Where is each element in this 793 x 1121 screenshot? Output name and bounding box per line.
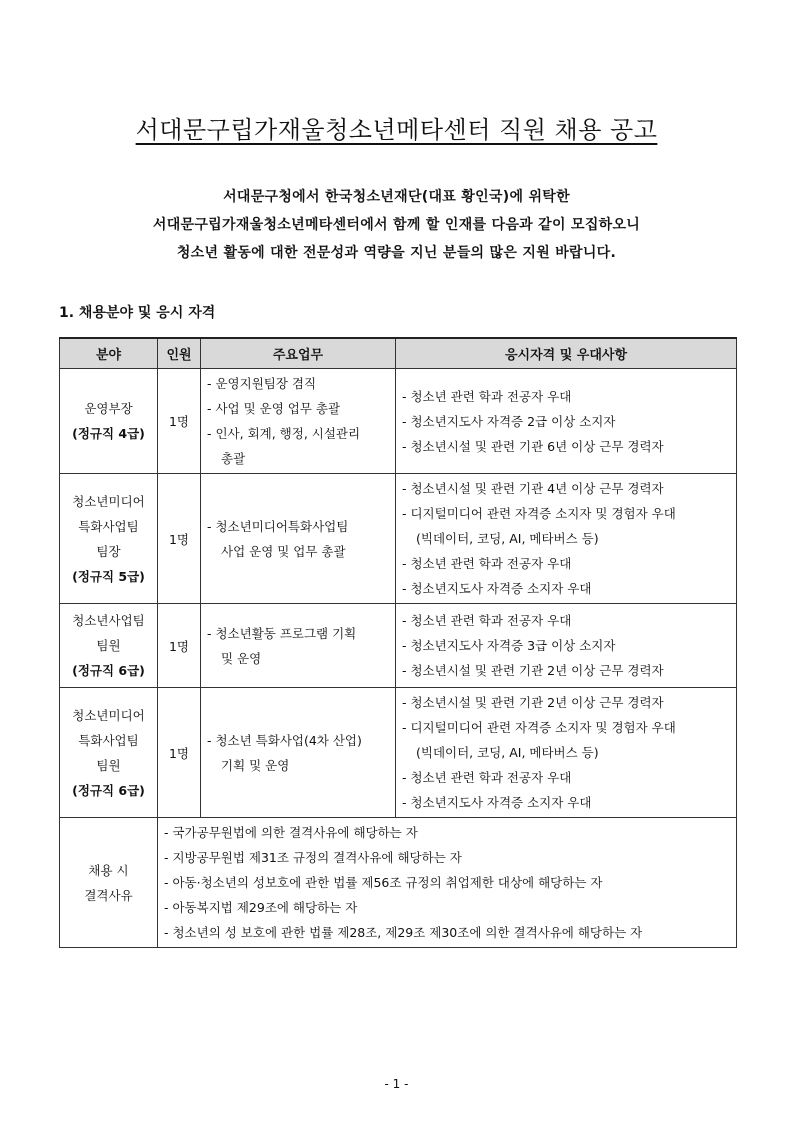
qual-item: - 청소년 관련 학과 전공자 우대 <box>402 770 572 785</box>
disqualification-list <box>158 818 737 948</box>
field-name: 팀원 <box>96 757 121 773</box>
duties-cell <box>201 369 396 474</box>
qual-item: - 청소년시설 및 관련 기관 6년 이상 근무 경력자 <box>402 438 664 454</box>
disqualification-row <box>60 818 737 948</box>
intro-paragraph <box>0 183 793 267</box>
disqualification-label-cell <box>60 818 158 948</box>
duty-item: - 인사, 회계, 행정, 시설관리 <box>207 426 361 441</box>
page-number: - 1 - <box>384 1077 409 1091</box>
intro-line: 서대문구청에서 한국청소년재단(대표 황인국)에 위탁한 <box>223 189 570 205</box>
disqualification-item: - 아동복지법 제29조에 해당하는 자 <box>164 900 358 915</box>
field-name: 특화사업팀 <box>78 732 139 748</box>
qual-item: - 청소년시설 및 관련 기관 4년 이상 근무 경력자 <box>402 481 664 496</box>
count-cell: 1명 <box>158 604 201 688</box>
table-header-row <box>60 338 737 369</box>
field-cell <box>60 474 158 604</box>
count-cell: 1명 <box>158 474 201 604</box>
disqualification-label: 채용 시 <box>88 862 129 878</box>
section-heading: 1. 채용분야 및 응시 자격 <box>59 305 216 321</box>
qual-item: - 디지털미디어 관련 자격증 소지자 및 경험자 우대 <box>402 506 676 521</box>
duties-cell <box>201 474 396 604</box>
count-cell: 1명 <box>158 369 201 474</box>
count-cell: 1명 <box>158 688 201 818</box>
disqualification-item: - 아동·청소년의 성보호에 관한 법률 제56조 규정의 취업제한 대상에 해당하는 자 <box>164 875 603 890</box>
qualifications-cell <box>396 474 737 604</box>
field-cell <box>60 604 158 688</box>
qual-item: (빅데이터, 코딩, AI, 메타버스 등) <box>416 531 599 546</box>
qual-item: - 청소년지도사 자격증 소지자 우대 <box>402 581 592 596</box>
duty-item: 총괄 <box>221 451 246 466</box>
employment-type: (정규직 4급) <box>72 426 145 441</box>
qual-item: - 청소년지도사 자격증 3급 이상 소지자 <box>402 638 616 653</box>
duty-item: 기획 및 운영 <box>221 757 290 773</box>
disqualification-item: - 국가공무원법에 의한 결격사유에 해당하는 자 <box>164 825 418 840</box>
employment-type: (정규직 6급) <box>72 663 145 678</box>
field-name: 팀장 <box>96 543 121 559</box>
qual-item: - 청소년 관련 학과 전공자 우대 <box>402 556 572 571</box>
header-field: 분야 <box>60 338 158 369</box>
qual-item: - 청소년시설 및 관련 기관 2년 이상 근무 경력자 <box>402 695 664 710</box>
qual-item: - 청소년 관련 학과 전공자 우대 <box>402 388 572 404</box>
table-row <box>60 369 737 474</box>
table-row <box>60 474 737 604</box>
qual-item: - 청소년시설 및 관련 기관 2년 이상 근무 경력자 <box>402 663 664 678</box>
duty-item: - 청소년미디어특화사업팀 <box>207 518 349 534</box>
qualifications-cell <box>396 369 737 474</box>
header-duties: 주요업무 <box>201 338 396 369</box>
qualifications-cell <box>396 688 737 818</box>
header-qualifications: 응시자격 및 우대사항 <box>396 338 737 369</box>
employment-type: (정규직 5급) <box>72 568 145 584</box>
field-name: 운영부장 <box>84 401 133 416</box>
qualifications-cell <box>396 604 737 688</box>
disqualification-label: 결격사유 <box>84 887 133 903</box>
field-name: 청소년미디어 <box>72 493 145 509</box>
table-row <box>60 604 737 688</box>
qual-item: - 디지털미디어 관련 자격증 소지자 및 경험자 우대 <box>402 720 676 735</box>
employment-type: (정규직 6급) <box>72 782 145 798</box>
duty-item: - 청소년활동 프로그램 기획 <box>207 625 357 641</box>
duty-item: - 청소년 특화사업(4차 산업) <box>207 732 362 748</box>
qual-item: (빅데이터, 코딩, AI, 메타버스 등) <box>416 745 599 760</box>
intro-line: 청소년 활동에 대한 전문성과 역량을 지닌 분들의 많은 지원 바랍니다. <box>176 245 617 261</box>
qual-item: - 청소년 관련 학과 전공자 우대 <box>402 613 572 628</box>
intro-line: 서대문구립가재울청소년메타센터에서 함께 할 인재를 다음과 같이 모집하오니 <box>152 217 641 233</box>
disqualification-item: - 지방공무원법 제31조 규정의 결격사유에 해당하는 자 <box>164 850 462 865</box>
field-name: 팀원 <box>96 638 121 653</box>
duty-item: 및 운영 <box>221 650 262 666</box>
duty-item: - 사업 및 운영 업무 총괄 <box>207 401 341 416</box>
field-cell <box>60 688 158 818</box>
recruitment-table <box>59 337 737 948</box>
page-title: 서대문구립가재울청소년메타센터 직원 채용 공고 <box>135 116 658 144</box>
qual-item: - 청소년지도사 자격증 2급 이상 소지자 <box>402 413 616 429</box>
duties-cell <box>201 688 396 818</box>
duty-item: 사업 운영 및 업무 총괄 <box>221 543 346 559</box>
qual-item: - 청소년지도사 자격증 소지자 우대 <box>402 795 592 810</box>
disqualification-item: - 청소년의 성 보호에 관한 법률 제28조, 제29조 제30조에 의한 결격사유에 해당하는 자 <box>164 925 643 940</box>
header-count: 인원 <box>158 338 201 369</box>
field-cell <box>60 369 158 474</box>
field-name: 특화사업팀 <box>78 518 139 534</box>
field-name: 청소년사업팀 <box>72 613 145 628</box>
duties-cell <box>201 604 396 688</box>
duty-item: - 운영지원팀장 겸직 <box>207 376 317 391</box>
table-row <box>60 688 737 818</box>
field-name: 청소년미디어 <box>72 707 145 723</box>
